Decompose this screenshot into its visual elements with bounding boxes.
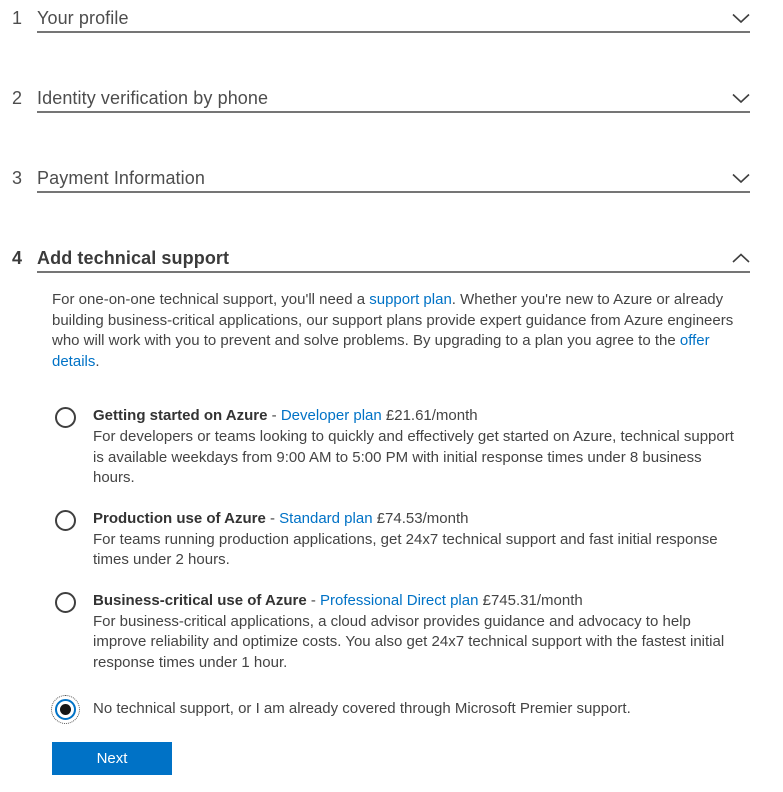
next-button[interactable]: Next xyxy=(52,742,172,775)
offer-details-link[interactable]: offer details xyxy=(52,332,710,370)
step-title: Your profile xyxy=(37,7,129,28)
standard-plan-link[interactable]: Standard plan xyxy=(279,509,373,527)
plan-name: Getting started on Azure xyxy=(93,407,268,424)
section-header-identity-verification[interactable] xyxy=(12,85,750,111)
developer-plan-link[interactable]: Developer plan xyxy=(280,407,382,424)
plan-option-standard xyxy=(55,508,750,571)
plan-name: Production use of Azure xyxy=(93,509,266,527)
intro-text: For one-on-one technical support, you'll need a xyxy=(52,291,370,308)
radio-button-no-support-selected[interactable] xyxy=(55,699,76,720)
chevron-down-icon xyxy=(732,173,750,184)
radio-button-developer-plan[interactable] xyxy=(55,407,76,428)
plan-price: £21.61/month xyxy=(381,407,478,424)
technical-support-content xyxy=(52,290,750,775)
radio-button-professional-direct-plan[interactable] xyxy=(55,592,76,613)
section-identity-verification xyxy=(12,85,750,113)
plan-label xyxy=(93,405,734,426)
section-header-add-technical-support[interactable] xyxy=(12,245,750,271)
section-divider xyxy=(37,111,750,113)
plan-name: Business-critical use of Azure xyxy=(93,591,307,609)
section-divider xyxy=(37,271,750,273)
plan-option-no-support xyxy=(55,697,750,720)
plan-price: £745.31/month xyxy=(478,591,583,609)
support-plan-link[interactable]: support plan xyxy=(369,291,452,308)
section-add-technical-support xyxy=(12,245,750,775)
section-your-profile xyxy=(12,5,750,33)
step-number: 1 xyxy=(12,7,23,28)
step-number: 4 xyxy=(12,247,23,268)
chevron-down-icon xyxy=(732,13,750,24)
radio-button-standard-plan[interactable] xyxy=(55,510,76,531)
plan-option-professional-direct xyxy=(55,590,750,674)
step-title: Identity verification by phone xyxy=(37,87,269,108)
step-title: Payment Information xyxy=(37,167,205,188)
step-number: 2 xyxy=(12,87,23,108)
section-payment-information xyxy=(12,165,750,193)
plan-separator: - xyxy=(267,407,281,424)
step-number: 3 xyxy=(12,167,23,188)
plan-label xyxy=(93,590,734,611)
plan-label: No technical support, or I am already covered through Microsoft Premier support. xyxy=(93,700,631,717)
section-divider xyxy=(37,31,750,33)
step-title: Add technical support xyxy=(37,247,230,268)
plan-separator: - xyxy=(265,509,280,527)
section-divider xyxy=(37,191,750,193)
plan-option-developer xyxy=(55,405,750,489)
plan-price: £74.53/month xyxy=(372,509,469,527)
intro-text: . Whether you're new to Azure or already building business-critical applications, our support plans provide expert guidance from Azure engineers who will work with you to prevent and solve problems. By upgrading to a plan you agree to the xyxy=(52,291,734,349)
chevron-down-icon xyxy=(732,93,750,104)
plan-description: For teams running production applications, get 24x7 technical support and fast initial response times under 2 hours. xyxy=(93,530,718,568)
professional-direct-plan-link[interactable]: Professional Direct plan xyxy=(320,591,479,609)
plan-separator: - xyxy=(306,591,321,609)
plan-description: For business-critical applications, a cloud advisor provides guidance and advocacy to help improve reliability and optimize costs. You also get 24x7 technical support with the fastest initial response times under 1 hour. xyxy=(93,612,725,671)
section-header-payment-information[interactable] xyxy=(12,165,750,191)
section-header-your-profile[interactable] xyxy=(12,5,750,31)
support-intro-paragraph xyxy=(52,290,734,372)
intro-text: . xyxy=(95,352,100,370)
plan-description: For developers or teams looking to quickly and effectively get started on Azure, technical support is available weekdays from 9:00 AM to 5:00 PM with initial response times under 8 business hours. xyxy=(93,428,734,486)
chevron-up-icon xyxy=(732,253,750,264)
plan-label xyxy=(93,508,734,529)
